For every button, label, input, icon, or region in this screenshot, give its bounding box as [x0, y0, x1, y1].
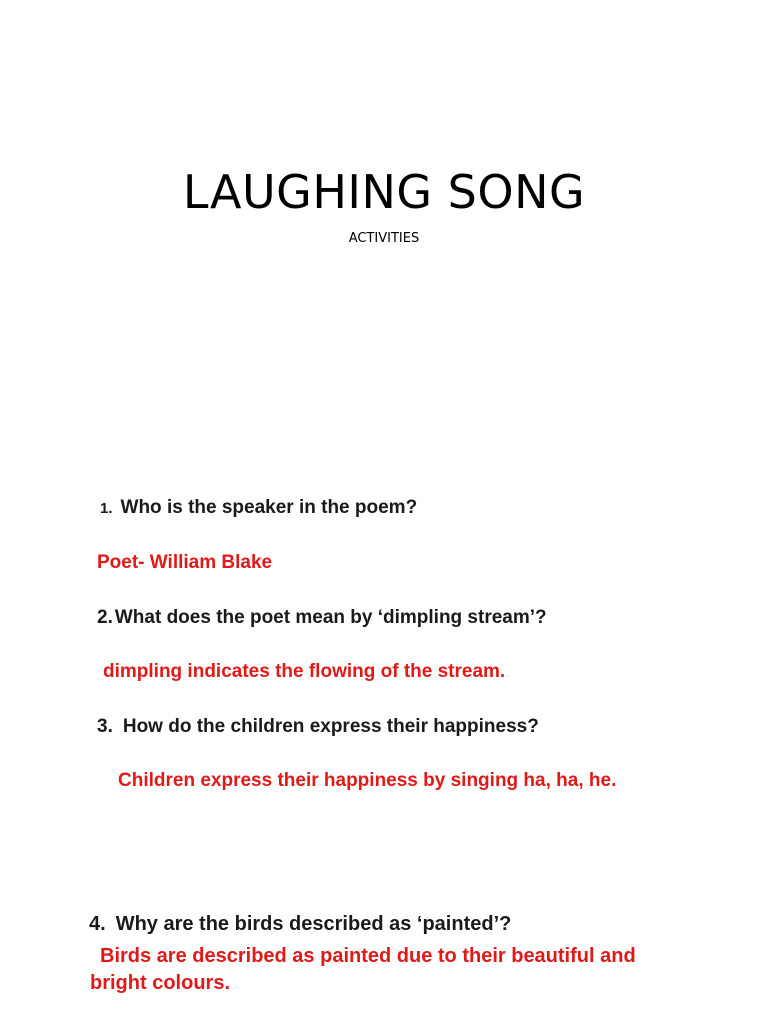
- answer-3: Children express their happiness by singing ha, ha, he.: [118, 770, 617, 791]
- question-2-number: 2.: [97, 607, 113, 628]
- question-3-number: 3.: [97, 716, 113, 737]
- page-title: LAUGHING SONG: [182, 165, 586, 219]
- question-1-text: Who is the speaker in the poem?: [120, 497, 418, 518]
- question-3: [97, 715, 539, 739]
- page-subtitle: ACTIVITIES: [348, 231, 420, 246]
- answer-2: dimpling indicates the flowing of the stream.: [103, 661, 506, 682]
- question-2-text: What does the poet mean by ‘dimpling stream’?: [114, 607, 547, 628]
- question-1-number: 1.: [100, 500, 113, 517]
- answer-4: Birds are described as painted due to their beautiful and bright colours.: [90, 945, 636, 994]
- question-4-text: Why are the birds described as ‘painted’?: [115, 913, 512, 935]
- question-4-number: 4.: [89, 913, 106, 935]
- question-1: [100, 496, 417, 521]
- question-3-text: How do the children express their happiness?: [122, 716, 539, 737]
- question-2: [97, 606, 547, 630]
- answer-1: Poet- William Blake: [97, 552, 273, 573]
- question-4: [89, 912, 511, 936]
